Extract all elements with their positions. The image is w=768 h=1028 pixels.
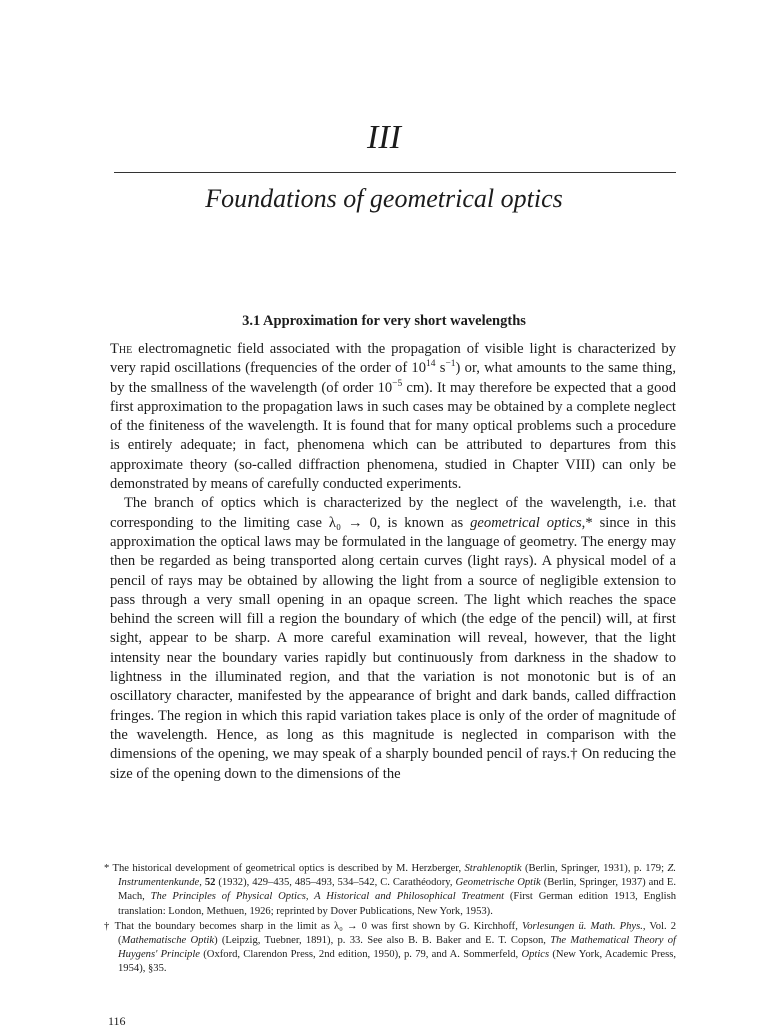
footnote-1-italic-c: Geometrische Optik [455,877,541,889]
footnote-1-italic-d: The Principles of Physical Optics, A Historical and Philosophical Treatment [150,891,505,903]
body-text [110,340,676,784]
geometrical-optics-term: geometrical optics [470,514,582,531]
footnote-1-text-a: * The historical development of geometrical optics is described by M. Herzberger, [104,863,465,874]
footnote-2 [104,920,676,977]
footnote-1-text-e: (Berlin, Springer, 1937) and E. Mach, [118,877,676,903]
exponent-minus-5: −5 [392,378,403,389]
chapter-title: Foundations of geometrical optics [205,184,563,213]
exponent-14: 14 [426,359,436,370]
footnotes [104,862,676,978]
footnote-1-text-b: (Berlin, Springer, 1931), p. 179; [521,863,668,874]
paragraph-2 [110,494,676,783]
footnote-1 [104,862,676,919]
footnote-2-text-c: ) (Leipzig, Tuebner, 1891), p. 33. See also B. B. Baker and E. T. Copson, [214,935,551,947]
paragraph-1-text-b: s [435,360,446,377]
footnote-2-text-b: , Vol. 2 ( [118,920,676,947]
footnote-1-text-c: , [199,877,205,889]
paragraph-1-text-c: ) or, what amounts to the same thing, by the smallness of the wavelength (of order 10 [110,360,676,396]
footnote-1-italic-a: Strahlenoptik [464,863,522,874]
chapter-number: III [367,119,401,156]
footnote-1-volume: 52 [204,877,216,889]
page-number: 116 [108,1014,126,1028]
footnote-2-italic-c: The Mathematical Theory of Huygens' Principle [118,935,677,961]
footnote-2-text-d: (Oxford, Clarendon Press, 2nd edition, 1950), p. 79, and A. Sommerfeld, [200,949,522,961]
footnote-2-italic-b: Mathematische Optik [121,935,215,947]
section-heading: 3.1 Approximation for very short wavelengths [242,313,526,329]
paragraph-2-text-b: ,* since in this approximation the optical laws may be formulated in the language of geometry. The energy may then be regarded as being transported along certain curves (light rays). A physical model of a pencil of rays may be obtained by allowing the light from a source of negligible extension to pass through a very small opening in an opaque screen. The light which reaches the space behind the screen will fill a region the boundary of which (the edge of the pencil) will, at first sight, appear to be sharp. A more careful examination will reveal, however, that the light intensity near the boundary varies rapidly but continuously from darkness in the shadow to lightness in the illuminated region, and that the variation is not monotonic but is of an oscillatory character, manifested by the appearance of bright and dark bands, called diffraction fringes. The region in which this rapid variation takes place is only of the order of magnitude of the wavelength. Hence, as long as this magnitude is neglected in comparison with the dimensions of the opening, we may speak of a sharply bounded pencil of rays.† On reducing the size of the opening down to the dimensions of the [110,514,676,782]
footnote-1-text-d: (1932), 429–435, 485–493, 534–542, C. Carathéodory, [215,877,456,889]
paragraph-1-text-a: electromagnetic field associated with the propagation of visible light is characterized by very rapid oscillations (frequencies of the order of 10 [110,341,676,377]
footnote-2-italic-d: Optics [521,949,550,961]
exponent-minus-1: −1 [445,359,456,370]
paragraph-2-text-a: The branch of optics which is characterized by the neglect of the wavelength, i.e. that corresponding to the limiting case λ₀ → 0, is known as [110,495,676,531]
footnote-2-text-a: † That the boundary becomes sharp in the limit as λ₀ → 0 was first shown by G. Kirchhoff, [104,920,522,932]
paragraph-1 [110,340,676,494]
paragraph-lead-word: The [110,341,133,357]
footnote-1-text-f: (First German edition 1913, English translation: London, Methuen, 1926; reprinted by Dover Publications, New York, 1953). [118,891,676,917]
footnote-2-italic-a: Vorlesungen ü. Math. Phys. [521,920,643,932]
footnote-2-text-e: (New York, Academic Press, 1954), §35. [118,949,677,975]
chapter-rule [114,172,676,173]
footnote-1-italic-b: Z. Instrumentenkunde [118,863,676,889]
paragraph-1-text-d: cm). It may therefore be expected that a good first approximation to the propagation laws in such cases may be obtained by a complete neglect of the finiteness of the wavelength. It is found that for many optical problems such a procedure is entirely adequate; in fact, phenomena which can be attributed to departures from this approximate theory (so-called diffraction phenomena, studied in Chapter VIII) can only be demonstrated by means of carefully conducted experiments. [110,379,676,493]
